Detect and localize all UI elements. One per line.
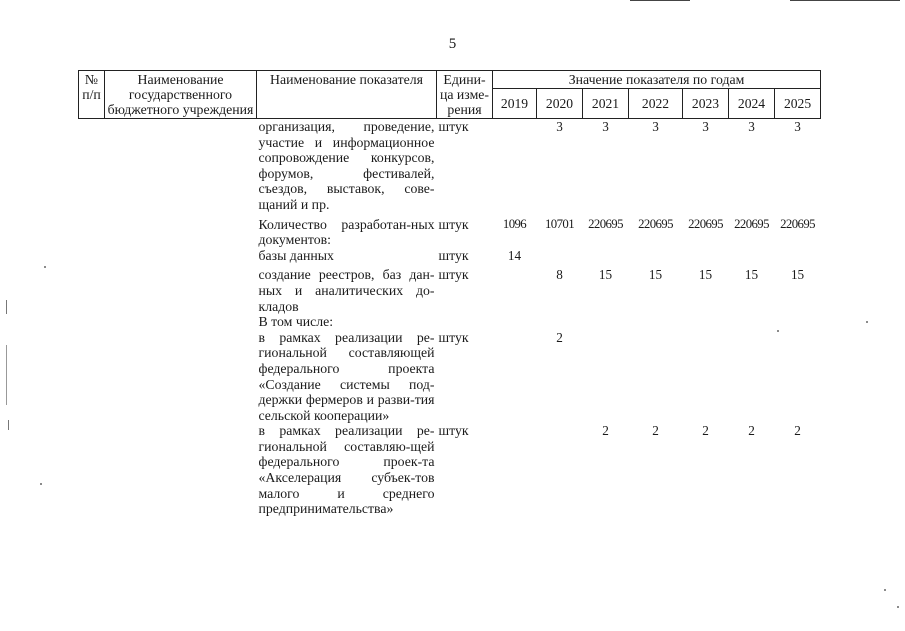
cell-unit: штук <box>438 119 469 134</box>
header-year: 2022 <box>629 89 683 119</box>
cell-value: 15 <box>648 267 663 283</box>
cell-value: 220695 <box>688 216 723 231</box>
cell-unit <box>437 314 493 330</box>
scan-artifact-mark <box>6 300 7 314</box>
cell-indicator: базы данных <box>258 247 334 263</box>
scan-artifact-dot <box>884 589 886 591</box>
cell-value <box>537 314 583 330</box>
cell-value <box>683 248 729 264</box>
table-row <box>79 119 821 213</box>
cell-indicator: В том числе: <box>258 314 334 330</box>
scan-artifact-dot <box>40 483 42 485</box>
header-num: № п/п <box>79 71 105 119</box>
cell-num <box>79 423 105 517</box>
cell-value <box>629 330 683 424</box>
cell-value <box>683 330 729 424</box>
table-header <box>79 71 821 119</box>
cell-value: 2 <box>652 423 659 439</box>
cell-value <box>775 314 821 330</box>
cell-value <box>493 423 537 517</box>
scan-artifact-dot <box>44 266 46 268</box>
cell-value: 15 <box>598 267 613 283</box>
cell-value: 2 <box>702 423 709 439</box>
cell-value <box>493 263 537 314</box>
cell-value: 8 <box>556 267 563 283</box>
cell-institution <box>105 423 257 517</box>
cell-indicator: Количество разработан-ных документов: <box>258 216 435 248</box>
cell-value <box>537 423 583 517</box>
cell-institution <box>105 314 257 330</box>
cell-value: 2 <box>794 423 801 439</box>
cell-value: 2 <box>602 423 609 439</box>
header-year: 2024 <box>729 89 775 119</box>
cell-num <box>79 248 105 264</box>
cell-value: 220695 <box>638 216 673 231</box>
header-value-group: Значение показателя по годам <box>493 71 821 89</box>
indicators-table <box>78 70 821 517</box>
scan-artifact-line <box>790 0 900 1</box>
cell-unit: штук <box>438 423 469 439</box>
cell-value: 10701 <box>545 216 574 231</box>
cell-value: 220695 <box>588 216 623 231</box>
cell-value <box>493 119 537 213</box>
cell-value: 220695 <box>780 216 815 231</box>
cell-value: 2 <box>556 329 563 345</box>
cell-value <box>775 330 821 424</box>
cell-institution <box>105 330 257 424</box>
cell-institution <box>105 263 257 314</box>
cell-value <box>493 330 537 424</box>
table-row <box>79 314 821 330</box>
table-row <box>79 330 821 424</box>
cell-value <box>583 330 629 424</box>
scan-artifact-dot <box>866 321 868 323</box>
cell-institution <box>105 119 257 213</box>
table-row <box>79 248 821 264</box>
cell-value: 3 <box>702 119 709 134</box>
cell-indicator: в рамках реализации ре-гиональной составляю-щей федерального проек-та «Акселерация субъек-тов малого и среднего предпринимательства» <box>258 423 435 517</box>
cell-value <box>629 248 683 264</box>
header-institution: Наименование государственного бюджетного учреждения <box>105 71 257 119</box>
cell-value: 3 <box>748 119 755 134</box>
cell-value: 15 <box>698 267 713 283</box>
page-number: 5 <box>448 36 457 52</box>
cell-unit: штук <box>438 216 469 232</box>
header-unit: Едини-ца изме-рения <box>437 71 493 119</box>
table-body <box>79 119 821 517</box>
cell-value <box>729 330 775 424</box>
cell-institution <box>105 213 257 248</box>
cell-value <box>583 248 629 264</box>
cell-value: 3 <box>556 119 563 134</box>
cell-value <box>729 314 775 330</box>
cell-value: 14 <box>507 247 522 263</box>
cell-value <box>493 314 537 330</box>
header-year: 2019 <box>493 89 537 119</box>
scan-artifact-dot <box>897 606 899 608</box>
scan-artifact-mark <box>8 420 9 430</box>
cell-indicator: организация, проведение, участие и информационное сопровождение конкурсов, форумов, фестивалей, съездов, выставок, сове-щаний и пр. <box>258 119 435 212</box>
header-year: 2020 <box>537 89 583 119</box>
table-row <box>79 423 821 517</box>
cell-value: 220695 <box>734 216 769 231</box>
header-indicator: Наименование показателя <box>257 71 437 119</box>
cell-value: 3 <box>794 119 801 134</box>
cell-value: 15 <box>790 267 805 283</box>
cell-value <box>729 248 775 264</box>
scan-artifact-mark <box>6 345 7 405</box>
cell-value <box>583 314 629 330</box>
table-row <box>79 213 821 248</box>
cell-value <box>629 314 683 330</box>
cell-value: 3 <box>652 119 659 134</box>
cell-value: 1096 <box>502 216 527 231</box>
header-year: 2023 <box>683 89 729 119</box>
cell-num <box>79 119 105 213</box>
cell-value <box>683 314 729 330</box>
cell-num <box>79 314 105 330</box>
cell-value <box>537 248 583 264</box>
cell-num <box>79 330 105 424</box>
scan-artifact-line <box>630 0 690 1</box>
cell-unit: штук <box>438 247 469 263</box>
cell-value <box>775 248 821 264</box>
cell-unit: штук <box>438 329 469 345</box>
cell-num <box>79 263 105 314</box>
cell-value: 2 <box>748 423 755 439</box>
cell-unit: штук <box>438 267 469 283</box>
cell-institution <box>105 248 257 264</box>
table-row <box>79 263 821 314</box>
cell-indicator: в рамках реализации ре-гиональной составляющей федерального проекта «Создание системы под-держки фермеров и разви-тия сельской кооперации» <box>258 329 435 423</box>
header-year: 2021 <box>583 89 629 119</box>
header-year: 2025 <box>775 89 821 119</box>
cell-value: 15 <box>744 267 759 283</box>
cell-indicator: создание реестров, баз дан-ных и аналитических до-кладов <box>258 267 435 314</box>
cell-value: 3 <box>602 119 609 134</box>
cell-num <box>79 213 105 248</box>
